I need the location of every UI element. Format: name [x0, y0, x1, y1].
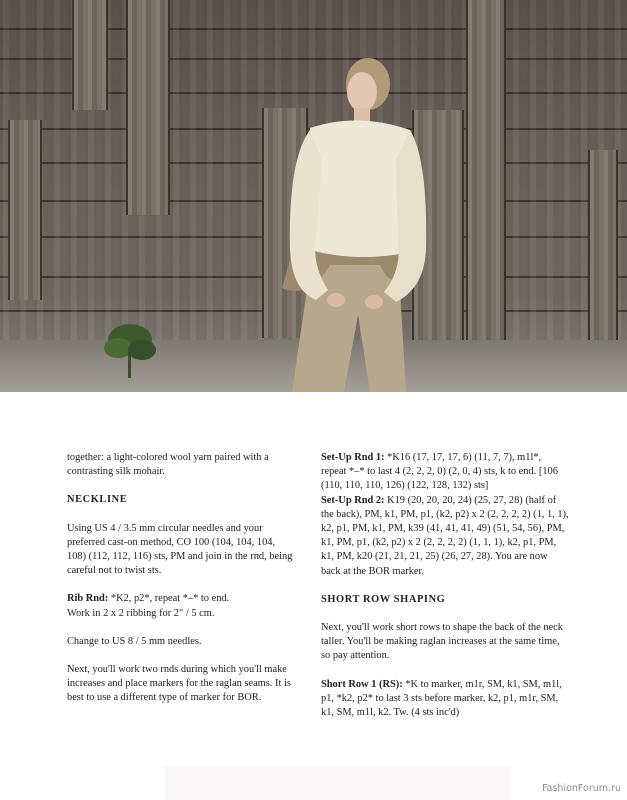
short-row-1-text: *K to marker, m1r, SM, k1, SM, m1l, p1, *k2, p2* to last 3 sts before marker, k2, p1, m1r, SM, k1, SM, m1l, k2. Tw. (4 sts inc'd)	[321, 678, 562, 719]
setup-round-2-text: K19 (20, 20, 20, 24) (25, 27, 28) (half of the back), PM, k1, PM, p1, (k2, p2) x 2 (2, 2, 2, 2) (1, 1, 1), k2, p1, PM, k1, PM, k39 (41, 41, 41, 49) (51, 54, 56), PM, k1, PM, p1, (k2, p2) x 2 (2, 2, 2, 2) (1, 1, 1), k2, p1, PM, k1, PM, k20 (21, 21, 21, 25) (26, 27, 28). You are now back at the BOR marker.	[321, 494, 569, 577]
setup-round-1-text: *K16 (17, 17, 17, 6) (11, 7, 7), m1l*, repeat *–* to last 4 (2, 2, 2, 0) (2, 0, 4) sts, k to end. [106 (110, 110, 110, 126) (122, 128, 132) sts]	[321, 452, 558, 492]
setup-round-2-paragraph	[321, 494, 569, 579]
wall-post	[8, 120, 42, 300]
short-row-1-paragraph	[321, 678, 569, 721]
next-rounds-paragraph: Next, you'll work two rnds during which you'll make increases and place markers for the raglan seams. It is best to use a different type of marker for BOR.	[67, 664, 291, 704]
setup-round-2-label: Set-Up Rnd 2:	[321, 494, 385, 506]
setup-round-1-paragraph	[321, 451, 569, 494]
wall-post	[466, 0, 506, 370]
plant-illustration	[100, 318, 170, 378]
watermark: FashionForum.ru	[542, 783, 621, 794]
short-row-heading: SHORT ROW SHAPING	[321, 593, 446, 605]
rib-round-paragraph	[67, 592, 293, 606]
wall-post	[72, 0, 108, 110]
intro-paragraph: together: a light-colored wool yarn paired with a contrasting silk mohair.	[67, 452, 269, 478]
short-row-1-label: Short Row 1 (RS):	[321, 678, 403, 690]
neckline-heading: NECKLINE	[67, 494, 128, 506]
change-needles-paragraph: Change to US 8 / 5 mm needles.	[67, 635, 202, 647]
short-row-intro-paragraph: Next, you'll work short rows to shape the back of the neck taller. You'll be making raglan increases at the same time, so pay attention.	[321, 622, 563, 662]
model-figure	[270, 50, 440, 392]
left-text-column	[67, 451, 293, 720]
wall-post	[126, 0, 170, 215]
hero-photo	[0, 0, 627, 392]
right-text-column	[321, 451, 569, 734]
rib-work-paragraph: Work in 2 x 2 ribbing for 2" / 5 cm.	[67, 607, 215, 619]
footer-box	[165, 766, 510, 800]
rib-round-text: *K2, p2*, repeat *–* to end.	[108, 593, 230, 605]
setup-round-1-label: Set-Up Rnd 1:	[321, 452, 385, 463]
wall-post	[588, 150, 618, 365]
rib-round-label: Rib Rnd:	[67, 593, 109, 605]
neckline-paragraph: Using US 4 / 3.5 mm circular needles and your preferred cast-on method, CO 100 (104, 104, 104, 108) (112, 112, 116) sts, PM and join in the rnd, being careful not to twist sts.	[67, 522, 293, 577]
